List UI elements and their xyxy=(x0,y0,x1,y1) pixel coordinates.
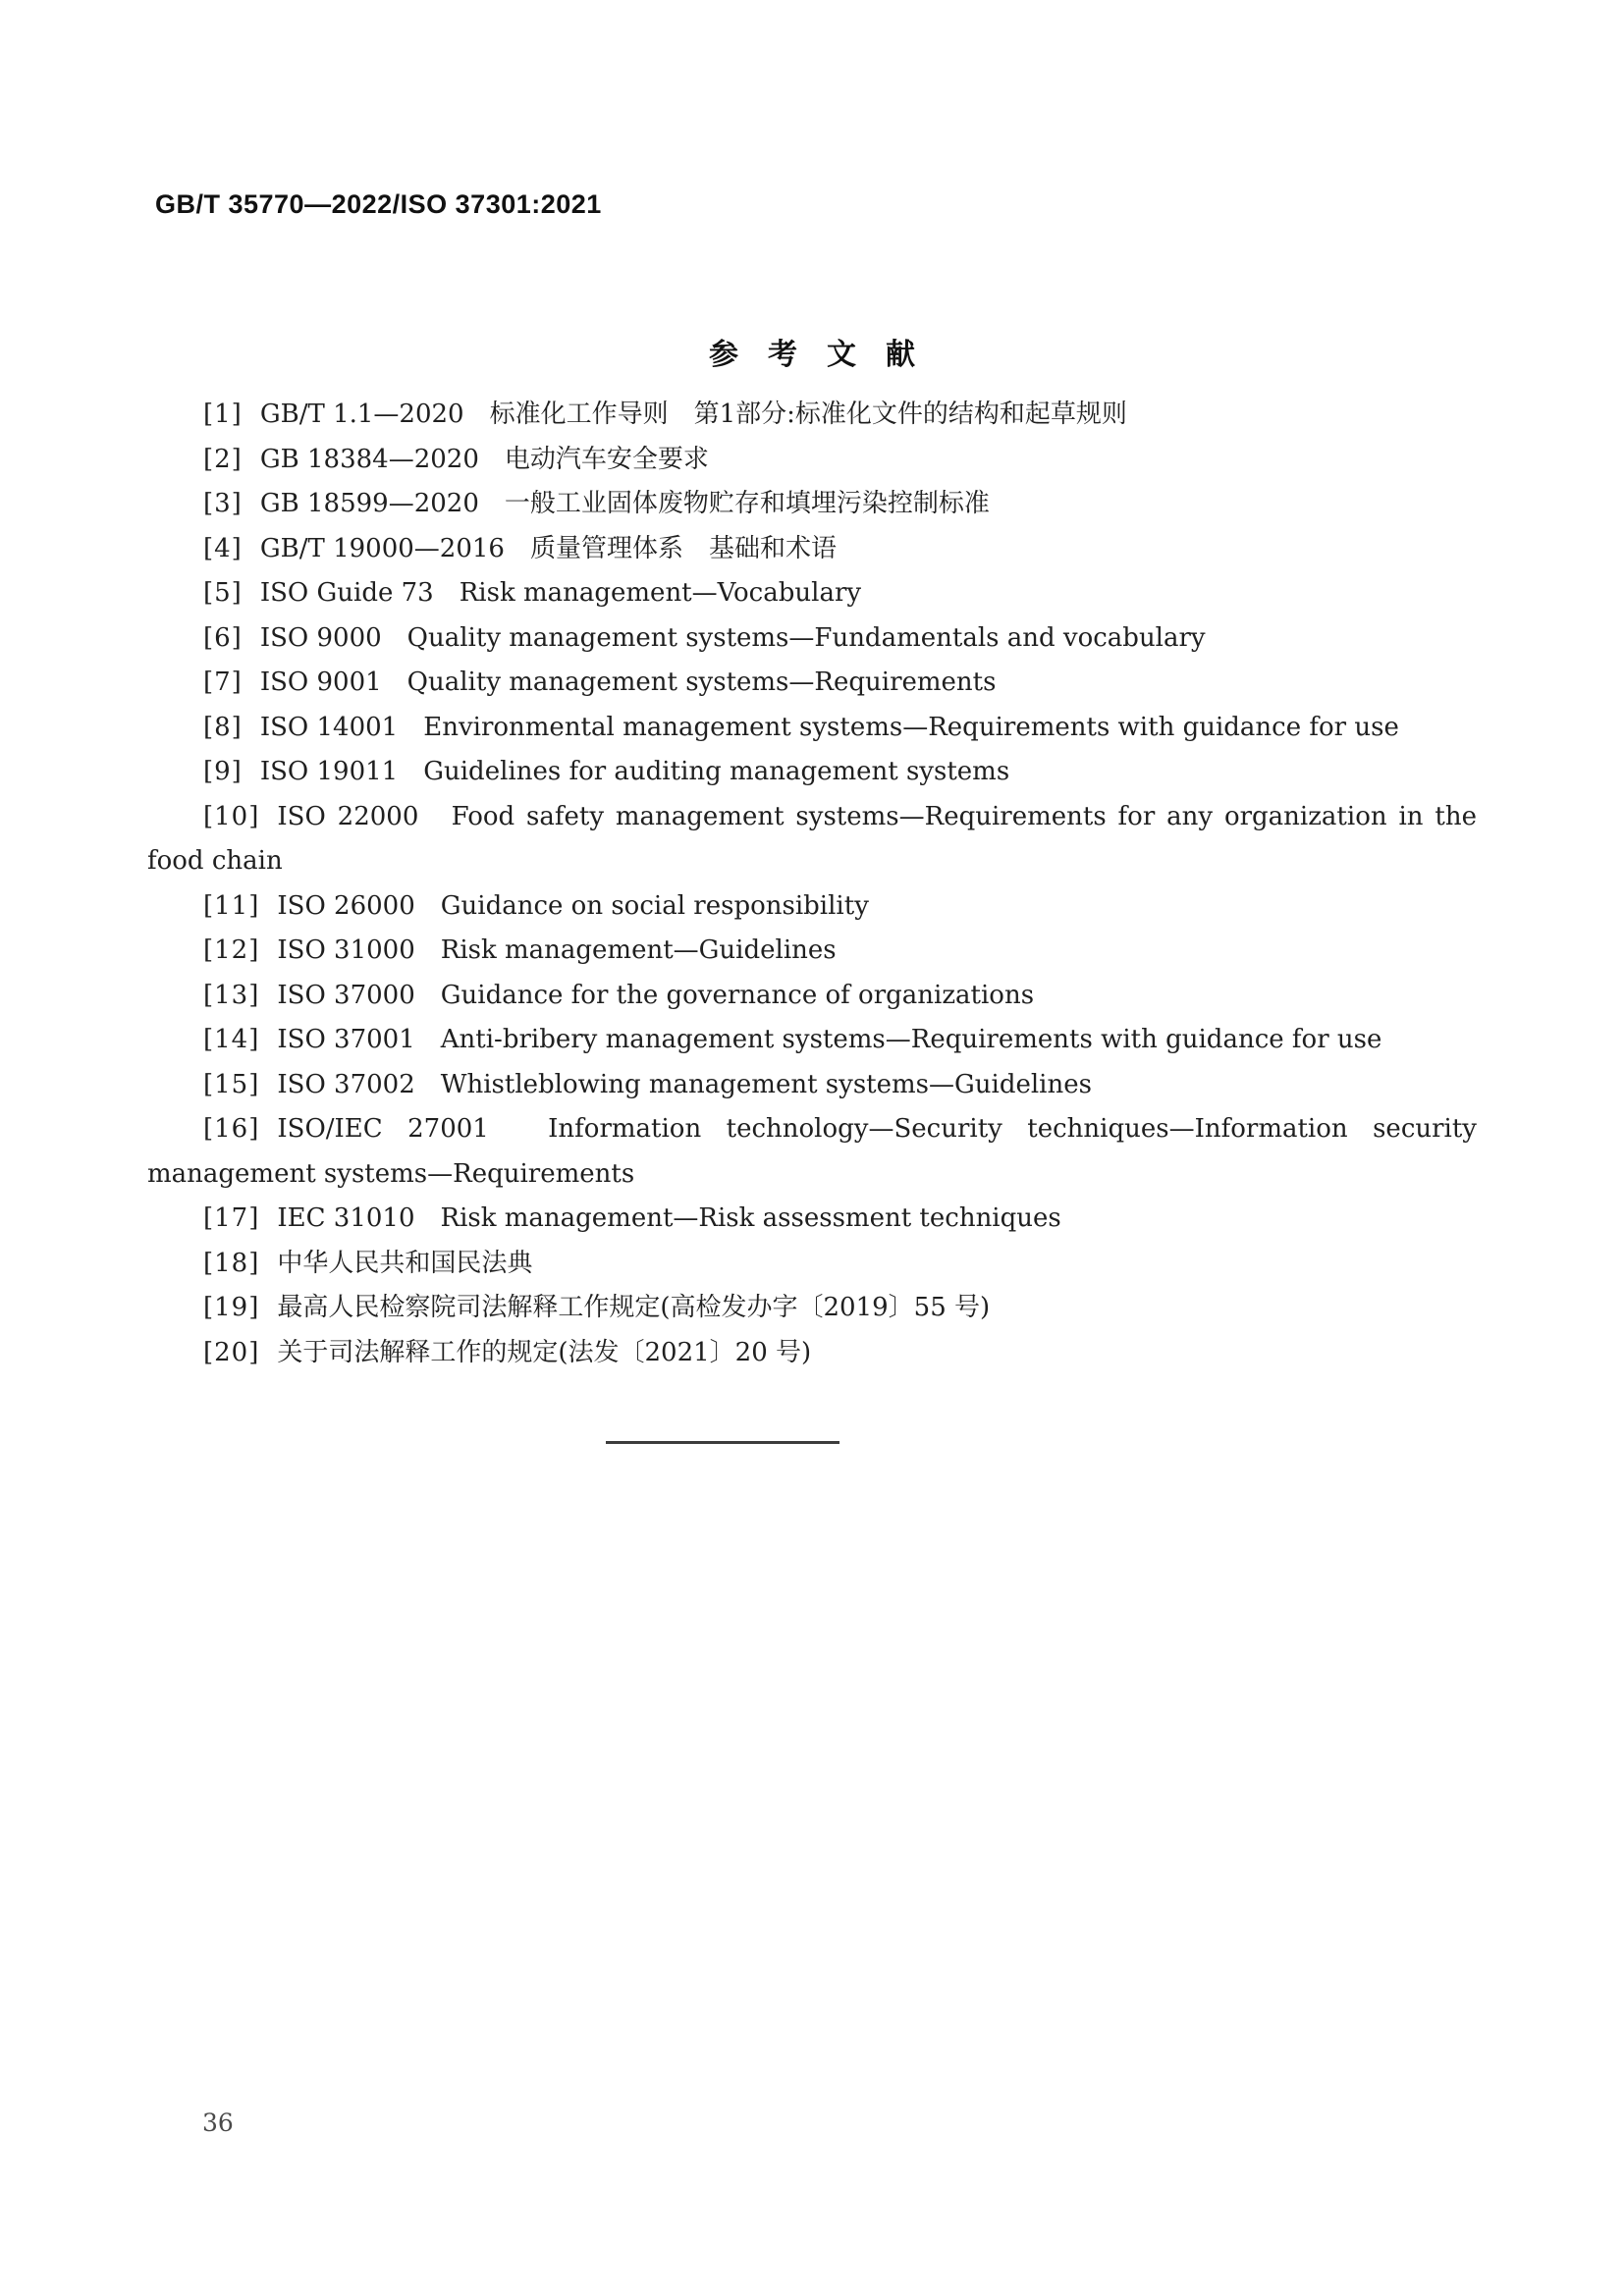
reference-number: [2] xyxy=(203,444,243,474)
reference-number: [18] xyxy=(203,1248,260,1278)
reference-item xyxy=(147,1331,1477,1376)
reference-item xyxy=(147,661,1477,706)
reference-number: [16] xyxy=(203,1114,260,1144)
reference-text: ISO 9000 Quality management systems—Fundamentals and vocabulary xyxy=(259,622,1206,653)
reference-item xyxy=(147,1018,1477,1063)
references-title: 参 考 文 献 xyxy=(709,339,915,371)
reference-text: ISO/IEC 27001 Information technology—Security techniques—Information security xyxy=(277,1114,1477,1144)
reference-number: [15] xyxy=(203,1069,260,1099)
reference-item xyxy=(147,616,1477,662)
reference-item xyxy=(147,750,1477,795)
reference-item xyxy=(147,795,1477,840)
reference-text: ISO 14001 Environmental management systems—Requirements with guidance for use xyxy=(259,712,1399,742)
reference-text: ISO 26000 Guidance on social responsibility xyxy=(277,890,869,921)
reference-number: [14] xyxy=(203,1025,260,1054)
reference-number: [17] xyxy=(203,1203,260,1233)
reference-number: [20] xyxy=(203,1337,260,1367)
reference-item xyxy=(147,974,1477,1019)
reference-number: [3] xyxy=(203,489,243,518)
reference-text: GB/T 1.1—2020 标准化工作导则 第1部分:标准化文件的结构和起草规则 xyxy=(259,400,1127,429)
reference-text: ISO 19011 Guidelines for auditing management systems xyxy=(259,757,1010,786)
reference-text: 关于司法解释工作的规定(法发〔2021〕20 号) xyxy=(277,1337,812,1367)
reference-item xyxy=(147,929,1477,974)
reference-item xyxy=(147,393,1477,438)
reference-item xyxy=(147,1107,1477,1152)
reference-number: [10] xyxy=(203,801,260,831)
reference-text: ISO 22000 Food safety management systems—Requirements for any organization in the xyxy=(277,801,1477,831)
reference-item xyxy=(147,706,1477,751)
reference-text: GB 18599—2020 一般工业固体废物贮存和填埋污染控制标准 xyxy=(259,489,990,518)
reference-item xyxy=(147,1286,1477,1331)
reference-number: [8] xyxy=(203,712,243,742)
reference-item-continuation: management systems—Requirements xyxy=(147,1158,635,1189)
reference-number: [9] xyxy=(203,757,243,786)
reference-text: GB 18384—2020 电动汽车安全要求 xyxy=(259,444,709,474)
reference-item xyxy=(147,1242,1477,1287)
reference-text: 中华人民共和国民法典 xyxy=(277,1248,533,1278)
reference-number: [12] xyxy=(203,935,260,965)
reference-item xyxy=(147,884,1477,930)
document-code-header: GB/T 35770—2022/ISO 37301:2021 xyxy=(155,189,602,219)
reference-list xyxy=(147,393,1477,1375)
reference-item xyxy=(147,571,1477,616)
end-divider xyxy=(606,1441,839,1444)
reference-number: [6] xyxy=(203,622,243,653)
reference-item xyxy=(147,1063,1477,1108)
page-number: 36 xyxy=(202,2109,234,2137)
reference-text: ISO 37000 Guidance for the governance of organizations xyxy=(277,980,1035,1010)
reference-text: ISO 37002 Whistleblowing management systems—Guidelines xyxy=(277,1069,1092,1099)
reference-text: 最高人民检察院司法解释工作规定(高检发办字〔2019〕55 号) xyxy=(277,1293,991,1322)
reference-text: GB/T 19000—2016 质量管理体系 基础和术语 xyxy=(259,533,837,563)
reference-number: [4] xyxy=(203,533,243,563)
reference-item xyxy=(147,482,1477,527)
reference-number: [11] xyxy=(203,890,260,921)
reference-item xyxy=(147,1197,1477,1242)
reference-text: ISO 37001 Anti-bribery management systems—Requirements with guidance for use xyxy=(277,1025,1382,1054)
reference-number: [13] xyxy=(203,980,260,1010)
reference-number: [5] xyxy=(203,578,243,608)
reference-text: ISO 9001 Quality management systems—Requirements xyxy=(259,667,997,697)
reference-item xyxy=(147,438,1477,483)
reference-number: [1] xyxy=(203,400,243,429)
reference-item xyxy=(147,527,1477,572)
reference-text: ISO 31000 Risk management—Guidelines xyxy=(277,935,837,965)
reference-text: ISO Guide 73 Risk management—Vocabulary xyxy=(259,578,862,608)
reference-item-continuation: food chain xyxy=(147,846,283,876)
reference-text: IEC 31010 Risk management—Risk assessment techniques xyxy=(277,1203,1061,1233)
reference-number: [7] xyxy=(203,667,243,697)
reference-number: [19] xyxy=(203,1293,260,1322)
